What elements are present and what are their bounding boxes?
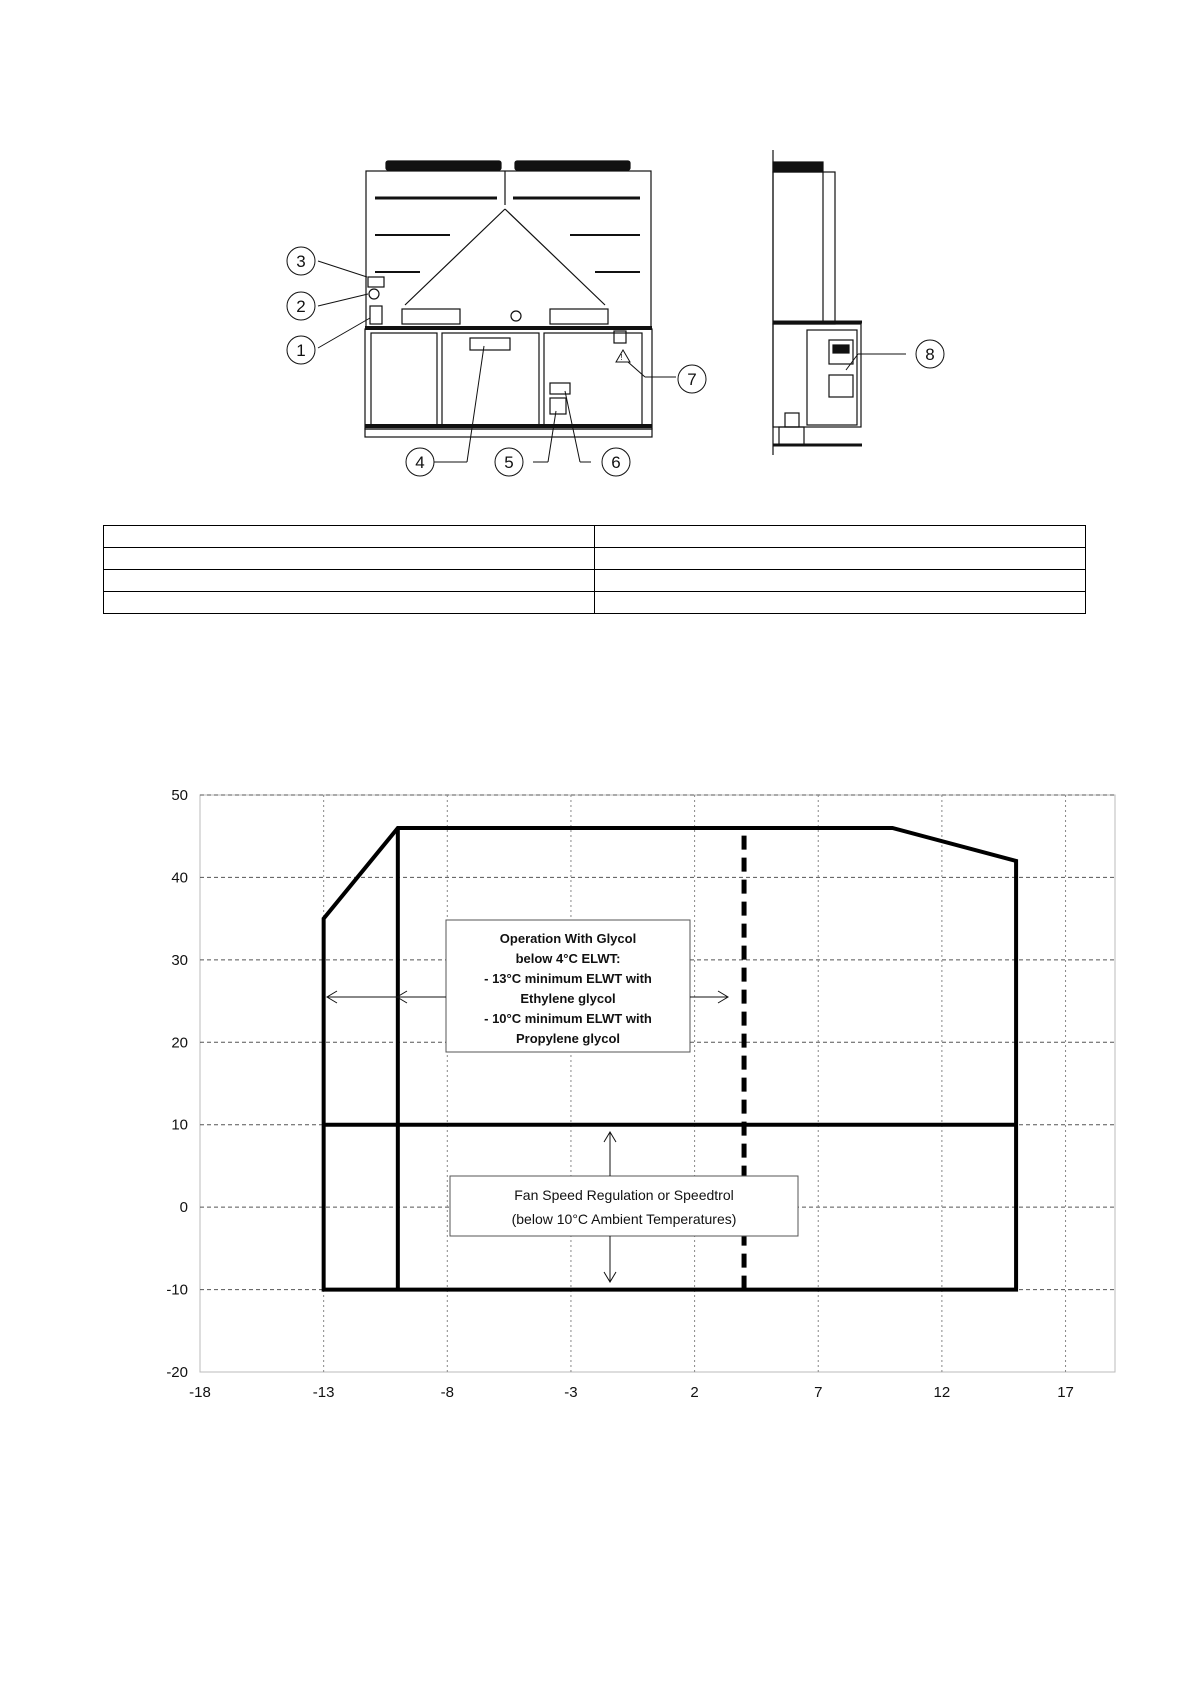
y-tick-label: 50 xyxy=(171,787,188,804)
glycol-note-line: Propylene glycol xyxy=(515,1031,621,1046)
glycol-note-line: below 4°C ELWT: xyxy=(515,951,621,966)
table-cell xyxy=(104,592,595,614)
x-tick-label: 12 xyxy=(933,1384,951,1401)
y-tick-label: -20 xyxy=(166,1364,188,1381)
callout-2: 2 xyxy=(296,297,306,316)
fan-speed-note-line: (below 10°C Ambient Temperatures) xyxy=(511,1211,737,1227)
table-cell xyxy=(595,526,1086,548)
item-4-label xyxy=(470,338,510,350)
operating-envelope-chart xyxy=(0,770,1190,1430)
svg-text:!: ! xyxy=(620,353,623,362)
y-tick-label: 40 xyxy=(171,869,188,887)
callout-leaders xyxy=(318,261,906,462)
fan-guard-left xyxy=(386,161,501,170)
callout-4: 4 xyxy=(415,453,425,472)
unit-drawing xyxy=(0,0,1190,500)
fan-speed-note-box xyxy=(450,1176,798,1236)
label-table xyxy=(103,525,1086,614)
item-5-label xyxy=(550,398,566,414)
table-row xyxy=(104,570,1086,592)
x-tick-label: -3 xyxy=(564,1384,578,1401)
glycol-note-line: Ethylene glycol xyxy=(520,991,616,1006)
callout-7: 7 xyxy=(687,370,697,389)
table-cell xyxy=(104,570,595,592)
glycol-note-line: - 10°C minimum ELWT with xyxy=(484,1011,652,1026)
fan-guard-right xyxy=(515,161,630,170)
item-3-label xyxy=(368,277,384,287)
table-row xyxy=(104,526,1086,548)
callout-1: 1 xyxy=(296,341,306,360)
y-tick-label: 0 xyxy=(179,1199,188,1217)
glycol-note-line: Operation With Glycol xyxy=(499,931,637,946)
callout-6: 6 xyxy=(611,453,621,472)
x-tick-label: -8 xyxy=(440,1384,454,1401)
table-cell xyxy=(104,526,595,548)
item-1-label xyxy=(370,306,382,324)
glycol-note-line: - 13°C minimum ELWT with xyxy=(484,971,652,986)
x-tick-label: -18 xyxy=(189,1384,211,1401)
callout-8: 8 xyxy=(925,345,935,364)
x-tick-label: 17 xyxy=(1057,1384,1074,1401)
y-tick-label: 10 xyxy=(171,1116,188,1134)
fan-speed-note-line: Fan Speed Regulation or Speedtrol xyxy=(514,1187,734,1203)
table-cell xyxy=(595,592,1086,614)
coil-casing xyxy=(366,171,651,328)
callout-5: 5 xyxy=(504,453,514,472)
front-view xyxy=(365,161,652,437)
y-tick-label: 30 xyxy=(171,951,188,969)
x-tick-label: 2 xyxy=(690,1384,699,1401)
table-cell xyxy=(104,548,595,570)
warning-icon xyxy=(616,350,630,362)
callout-circles xyxy=(287,247,944,476)
plot-area xyxy=(200,795,1115,1372)
table-row xyxy=(104,592,1086,614)
y-tick-label: 20 xyxy=(171,1034,188,1052)
x-tick-label: 7 xyxy=(814,1384,823,1401)
callout-3: 3 xyxy=(296,252,306,271)
item-2-label xyxy=(369,289,379,299)
item-6-label xyxy=(550,383,570,394)
table-row xyxy=(104,548,1086,570)
table-cell xyxy=(595,570,1086,592)
table-cell xyxy=(595,548,1086,570)
side-view xyxy=(773,150,862,455)
y-tick-label: -10 xyxy=(166,1281,188,1299)
x-tick-label: -13 xyxy=(312,1384,335,1401)
